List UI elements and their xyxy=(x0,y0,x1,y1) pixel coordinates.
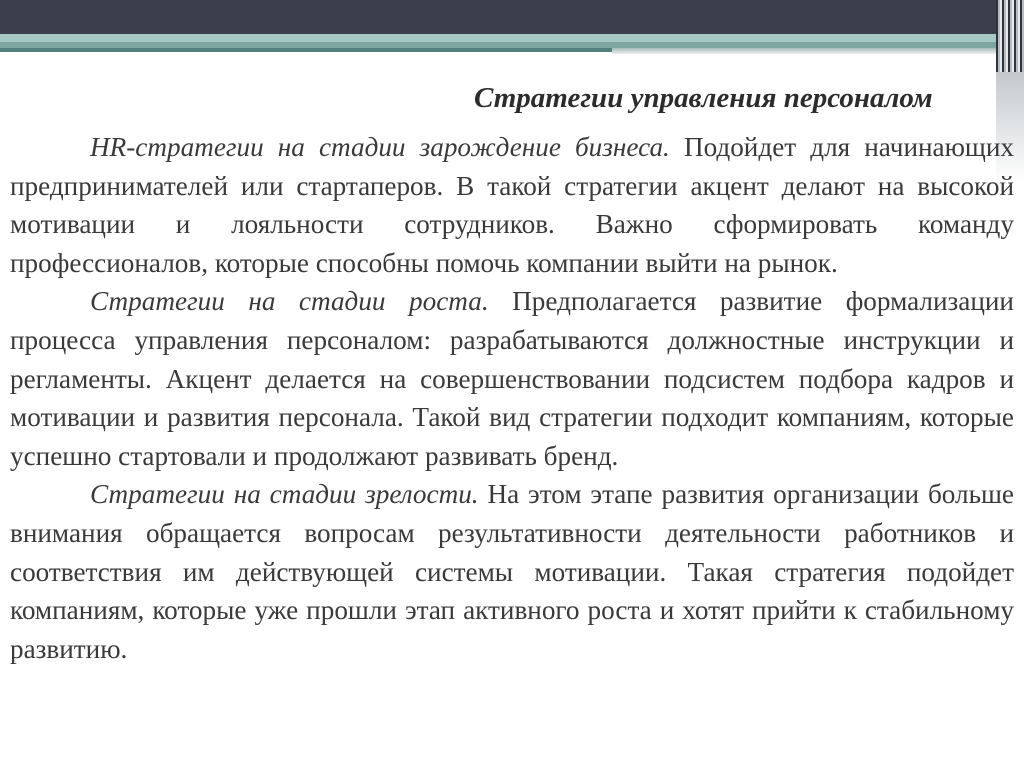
header-shadow xyxy=(612,48,1000,54)
slide-title: Стратегии управления персоналом xyxy=(474,82,933,114)
right-edge-decoration xyxy=(996,0,1024,72)
paragraph-lead: Стратегии на стадии зрелости. xyxy=(90,479,479,510)
paragraph-lead: Стратегии на стадии роста. xyxy=(90,286,489,317)
paragraph-birth-stage xyxy=(10,128,1014,282)
header-stripe xyxy=(0,48,612,52)
header-bar xyxy=(0,0,1024,34)
paragraph-lead: HR-стратегии на стадии зарождение бизнеса. xyxy=(90,132,670,162)
paragraph-text: На этом этапе развития организации больше внимания обращается вопросам результативности деятельности работников и соответствия им действующей системы мотивации. Такая стратегия подойдет компаниям, которые уже прошли этап активного роста и хотят прийти к стабильному развитию. xyxy=(10,479,1014,664)
paragraph-growth-stage xyxy=(10,282,1014,475)
slide-body xyxy=(10,128,1014,668)
paragraph-maturity-stage xyxy=(10,475,1014,668)
paragraph-text: Подойдет для начинающих предпринимателей или стартаперов. В такой стратегии акцент делают на высокой мотивации и лояльности сотрудников. Важно сформировать команду профессионалов, которые способны помочь компании выйти на рынок. xyxy=(10,132,1014,278)
paragraph-text: Предполагается развитие формализации процесса управления персоналом: разрабатываются должностные инструкции и регламенты. Акцент делается на совершенствовании подсистем подбора кадров и мотивации и развития персонала. Такой вид стратегии подходит компаниям, которые успешно стартовали и продолжают развивать бренд. xyxy=(10,286,1014,471)
header-stripe xyxy=(0,34,1000,42)
